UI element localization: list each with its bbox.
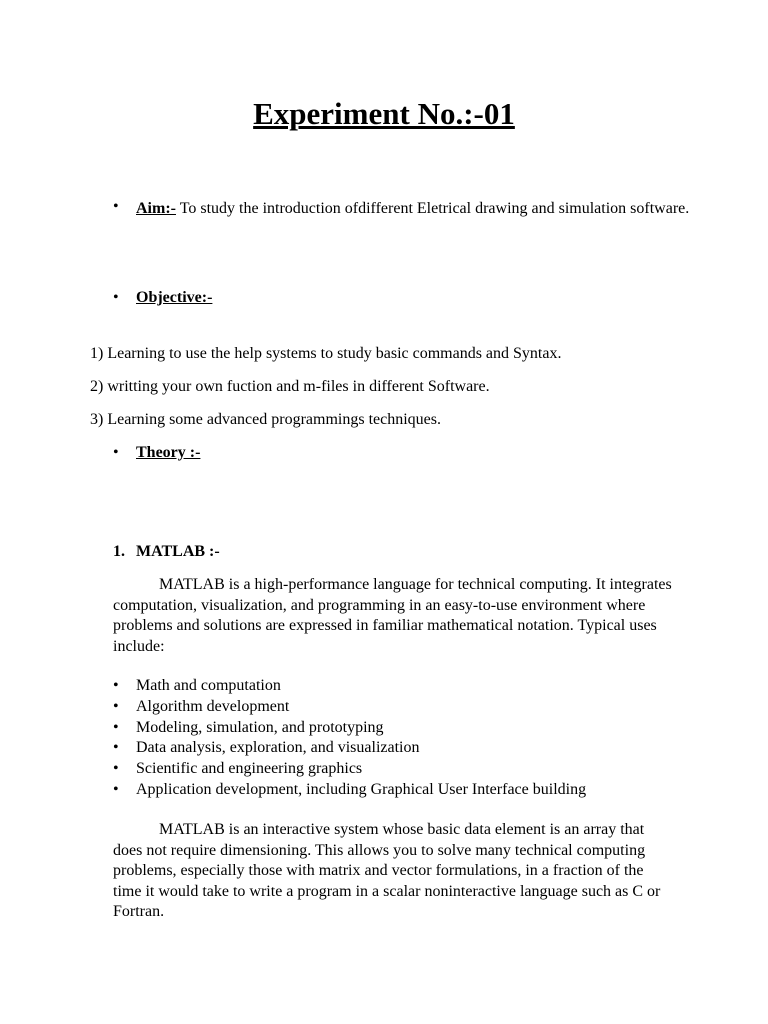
theory-heading: [136, 444, 200, 462]
list-item-text: Algorithm development: [136, 697, 290, 715]
theory-bullet: •: [113, 444, 119, 461]
list-item-text: Scientific and engineering graphics: [136, 760, 363, 778]
list-bullet: •: [113, 780, 119, 798]
list-item: [113, 780, 586, 801]
objective-heading: [136, 289, 212, 307]
aim-text: To study the introduction ofdifferent Eletrical drawing and simulation software.: [175, 200, 690, 217]
matlab-intro-text: MATLAB is a high-performance language for technical computing. It integrates computation, visualization, and programming in an easy-to-use environment where problems and solutions are expressed in familiar mathematical notation. Typical uses include:: [113, 576, 672, 655]
matlab-number: 1.: [113, 543, 125, 560]
aim-bullet: •: [113, 198, 119, 215]
objective-item: 1) Learning to use the help systems to study basic commands and Syntax.: [90, 345, 562, 362]
list-bullet: •: [113, 677, 119, 694]
list-item-text: Data analysis, exploration, and visualization: [136, 739, 420, 757]
list-bullet: •: [113, 697, 119, 715]
matlab-heading: [113, 543, 220, 561]
matlab-uses-list: [113, 676, 586, 801]
list-item-text: Application development, including Graphical User Interface building: [136, 780, 587, 798]
objective-item: 2) writting your own fuction and m-files in different Software.: [90, 378, 490, 395]
matlab-description-paragraph: [113, 820, 673, 923]
list-bullet: •: [113, 739, 119, 757]
objective-label: Objective:-: [136, 289, 213, 306]
aim-label: Aim:-: [136, 200, 176, 217]
theory-label: Theory :-: [136, 444, 201, 461]
matlab-heading-text: MATLAB :-: [136, 543, 220, 560]
list-bullet: •: [113, 760, 119, 778]
list-item: [113, 676, 586, 697]
list-item-text: Modeling, simulation, and prototyping: [136, 718, 384, 736]
objective-item: 3) Learning some advanced programmings techniques.: [90, 411, 441, 428]
aim-section: [136, 198, 696, 220]
matlab-intro-paragraph: [113, 575, 673, 657]
list-item: [113, 759, 586, 780]
list-item: [113, 738, 586, 759]
list-item-text: Math and computation: [136, 677, 281, 694]
page-title: Experiment No.:-01: [253, 96, 515, 131]
list-item: [113, 697, 586, 718]
objective-bullet: •: [113, 289, 119, 306]
list-bullet: •: [113, 718, 119, 736]
matlab-description-text: MATLAB is an interactive system whose basic data element is an array that does not require dimensioning. This allows you to solve many technical computing problems, especially those with matrix and vector formulations, in a fraction of the time it would take to write a program in a scalar noninteractive language such as C or Fortran.: [113, 821, 661, 921]
list-item: [113, 718, 586, 739]
